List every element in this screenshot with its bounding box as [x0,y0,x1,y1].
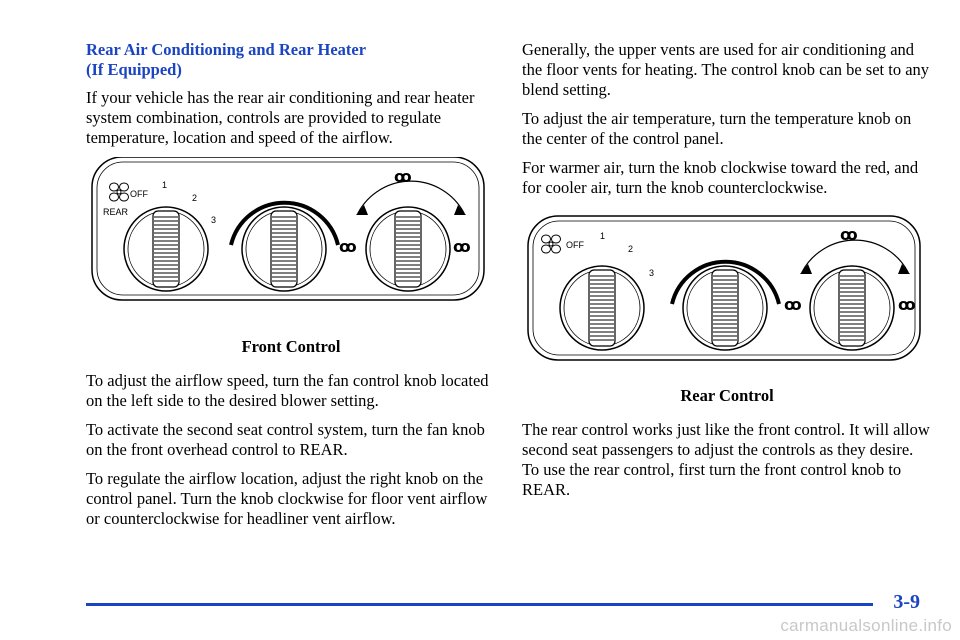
temperature-knob[interactable] [683,266,767,350]
fan-speed-paragraph: To adjust the airflow speed, turn the fan control knob located on the left side to the desired blower setting. [86,371,489,410]
heading-line-1: Rear Air Conditioning and Rear Heater [86,40,367,59]
second-seat-paragraph: To activate the second seat control system, turn the fan knob on the front overhead control to REAR. [86,420,485,459]
speed-1-label: 1 [162,180,168,190]
footer-rule [86,603,873,606]
front-control-figure [86,157,496,337]
rear-control-figure [522,214,932,386]
left-column [86,40,496,538]
rear-control-illustration [522,214,932,386]
fan-speed-knob[interactable] [124,207,208,291]
heading-line-2: (If Equipped) [86,60,182,79]
bilevel-vent-icon: ꝏ [339,239,357,256]
off-label: OFF [130,189,148,199]
speed-3-label: 3 [649,268,655,278]
mode-knob[interactable] [366,207,450,291]
temperature-paragraph: To adjust the air temperature, turn the temperature knob on the center of the control panel. [522,109,912,148]
rear-control-caption: Rear Control [680,386,774,405]
rear-label: REAR [103,207,129,217]
speed-2-label: 2 [628,244,634,254]
floor-vent-icon: ꝏ [898,297,916,314]
front-control-caption: Front Control [241,337,341,356]
rear-control-paragraph: The rear control works just like the front control. It will allow second seat passengers to adjust the controls as they desire. To use the rear control, first turn the front control knob to REAR. [522,420,930,499]
section-heading [86,40,496,80]
mode-knob[interactable] [810,266,894,350]
headliner-vent-icon: ꝏ [394,169,412,186]
off-label: OFF [566,240,584,250]
floor-vent-icon: ꝏ [453,239,471,256]
speed-2-label: 2 [192,193,198,203]
speed-1-label: 1 [600,231,606,241]
warmer-cooler-paragraph: For warmer air, turn the knob clockwise toward the red, and for cooler air, turn the knob counterclockwise. [522,158,919,197]
bilevel-vent-icon: ꝏ [784,297,802,314]
front-control-illustration [86,157,496,337]
headliner-vent-icon: ꝏ [840,227,858,244]
intro-paragraph: If your vehicle has the rear air conditioning and rear heater system combination, controls are provided to regulate temperature, location and speed of the airflow. [86,88,475,147]
airflow-location-paragraph: To regulate the airflow location, adjust the right knob on the control panel. Turn the knob clockwise for floor vent airflow or counterclockwise for headliner vent airflow. [86,469,488,528]
right-column [522,40,932,509]
page-number: 3-9 [893,591,920,613]
speed-3-label: 3 [211,215,217,225]
watermark: carmanualsonline.info [780,616,952,635]
temperature-knob[interactable] [242,207,326,291]
vents-paragraph: Generally, the upper vents are used for air conditioning and the floor vents for heating. The control knob can be set to any blend setting. [522,40,930,99]
fan-speed-knob[interactable] [560,266,644,350]
